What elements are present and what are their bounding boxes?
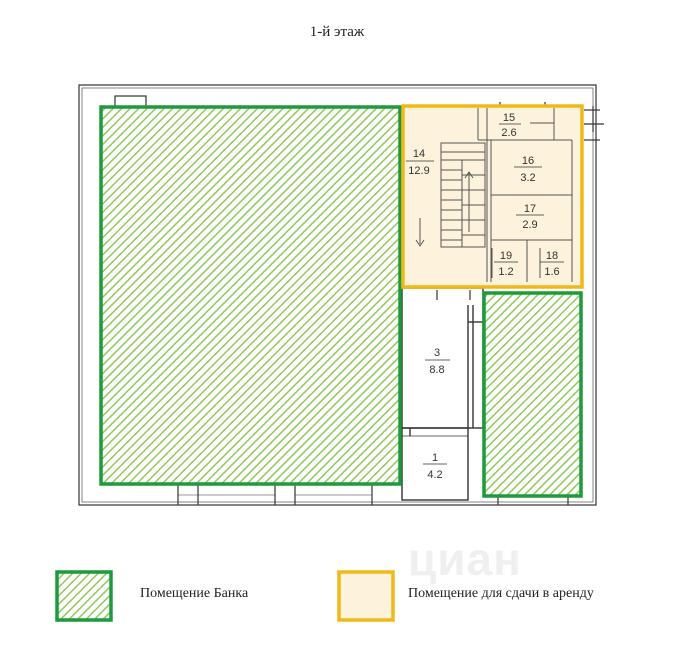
room-16-area: 3.2 — [520, 172, 536, 184]
floor-title: 1-й этаж — [309, 24, 365, 40]
bank-room-main — [101, 107, 400, 484]
room-15-number: 15 — [502, 112, 516, 124]
room-17-number: 17 — [523, 203, 537, 215]
room-19-area: 1.2 — [498, 266, 514, 278]
room-17-area: 2.9 — [522, 219, 538, 231]
room-14-area: 12.9 — [408, 165, 430, 177]
legend-rent-swatch — [339, 572, 393, 620]
room-15-area: 2.6 — [501, 127, 517, 139]
room-18-area: 1.6 — [544, 266, 560, 278]
legend-rent-label: Помещение для сдачи в аренду — [408, 586, 594, 601]
room-1-number: 1 — [431, 452, 439, 464]
legend-bank-swatch — [57, 572, 111, 620]
room-19-number: 19 — [499, 250, 513, 262]
room-3-area: 8.8 — [429, 364, 445, 376]
room-14-number: 14 — [412, 148, 426, 160]
room-3-number: 3 — [433, 347, 441, 359]
room-1-area: 4.2 — [427, 469, 443, 481]
bank-room-right — [484, 293, 581, 496]
room-18-number: 18 — [545, 250, 559, 262]
room-16-number: 16 — [521, 155, 535, 167]
watermark: циан — [408, 533, 522, 585]
legend-bank-label: Помещение Банка — [140, 586, 249, 601]
